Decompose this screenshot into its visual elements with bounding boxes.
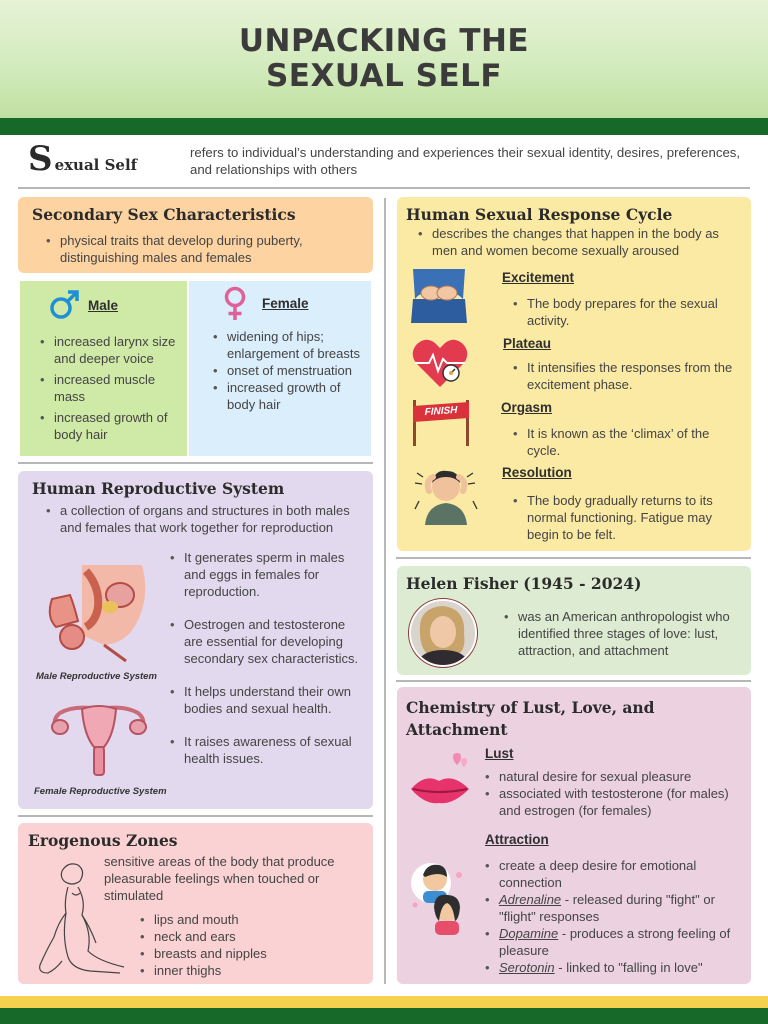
secondary-description: • physical traits that develop during puberty, distinguishing males and females — [46, 232, 364, 270]
chemistry-title: Chemistry of Lust, Love, and Attachment — [406, 698, 655, 739]
page-title: UNPACKING THE SEXUAL SELF — [238, 23, 530, 94]
lust-label: Lust — [485, 746, 514, 761]
definition-row — [0, 135, 768, 187]
serotonin-item: • Serotonin - linked to "falling in love" — [485, 959, 743, 976]
divider — [18, 815, 373, 817]
finish-banner-icon: FINISH — [411, 400, 471, 446]
couple-icon — [407, 859, 471, 939]
stage-resolution-text: • The body gradually returns to its normal functioning. Fatigue may begin to be felt. — [513, 492, 743, 547]
female-box — [189, 281, 371, 456]
response-card — [397, 197, 751, 551]
footer-yellow-bar — [0, 996, 768, 1008]
response-description: • describes the changes that happen in the body as men and women become sexually aroused — [418, 225, 743, 263]
divider — [18, 187, 750, 189]
header-banner — [0, 0, 768, 118]
attraction-label: Attraction — [485, 832, 549, 847]
stage-plateau: Plateau — [503, 336, 552, 351]
reproductive-card — [18, 471, 373, 809]
column-divider — [384, 198, 386, 984]
response-title: Human Sexual Response Cycle — [406, 205, 673, 224]
stage-excitement: Excitement — [502, 270, 575, 285]
fisher-card — [397, 566, 751, 675]
divider — [18, 462, 373, 464]
chemistry-card — [397, 687, 751, 984]
stage-orgasm: Orgasm — [501, 400, 553, 415]
dopamine-item: • Dopamine - produces a strong feeling of pleasure — [485, 925, 743, 959]
divider — [396, 557, 751, 559]
header-green-bar — [0, 118, 768, 135]
secondary-title: Secondary Sex Characteristics — [32, 205, 296, 224]
stage-excitement-text: • The body prepares for the sexual activity. — [513, 295, 743, 333]
male-symbol-icon — [48, 289, 82, 321]
female-reproductive-caption: Female Reproductive System — [34, 786, 167, 797]
heart-monitor-icon — [411, 337, 469, 389]
female-symbol-icon — [222, 286, 248, 322]
erogenous-description: sensitive areas of the body that produce pleasurable feelings when touched or stimulated — [104, 854, 335, 903]
stage-orgasm-text: • It is known as the ‘climax’ of the cycle. — [513, 425, 743, 463]
stressed-person-icon — [411, 461, 481, 525]
fisher-text: • was an American anthropologist who identified three stages of love: lust, attraction, and attachment — [504, 608, 744, 663]
erogenous-title: Erogenous Zones — [28, 831, 178, 850]
reproductive-points: • It generates sperm in males and eggs in females for reproduction. • Oestrogen and testosterone are essential for developing secondary sex characteristics. • It helps understand their own bodies and sexual health. • It raises awareness of sexual health issues. — [170, 549, 360, 771]
erogenous-card — [18, 823, 373, 984]
male-label: Male — [88, 298, 119, 313]
stage-plateau-text: • It intensifies the responses from the excitement phase. — [513, 359, 743, 397]
stage-resolution: Resolution — [502, 465, 572, 480]
reproductive-title: Human Reproductive System — [32, 479, 285, 498]
divider — [396, 680, 751, 682]
adrenaline-item: • Adrenaline - released during "fight" or "flight" responses — [485, 891, 743, 925]
secondary-card — [18, 197, 373, 273]
footer-green-bar — [0, 1008, 768, 1024]
definition-text: refers to individual’s understanding and experiences their sexual identity, desires, preferences, and relationships with others — [190, 145, 741, 177]
body-outline-icon — [32, 857, 132, 979]
female-label: Female — [262, 296, 309, 311]
portrait-icon — [406, 598, 480, 668]
hands-icon — [409, 269, 469, 323]
definition-term: S exual Self — [28, 139, 138, 179]
erogenous-list: • lips and mouth • neck and ears • breasts and nipples • inner thighs — [140, 911, 360, 979]
lips-icon — [409, 751, 471, 807]
male-list: • increased larynx size and deeper voice • increased muscle mass • increased growth of body hair — [40, 333, 185, 447]
reproductive-description: • a collection of organs and structures in both males and females that work together for reproduction — [46, 502, 361, 540]
male-reproductive-icon — [42, 565, 152, 665]
male-box — [20, 281, 187, 456]
lust-list: • natural desire for sexual pleasure • associated with testosterone (for males) and estrogen (for females) — [485, 768, 740, 823]
female-reproductive-icon — [44, 695, 154, 781]
female-list: • widening of hips; enlargement of breasts • onset of menstruation • increased growth of body hair — [213, 328, 363, 417]
attraction-list: • create a deep desire for emotional connection • Adrenaline - released during "fight" or "flight" responses • Dopamine - produces a strong feeling of pleasure • Serotonin - linked to "falling in love" — [485, 857, 743, 976]
male-reproductive-caption: Male Reproductive System — [36, 671, 157, 682]
fisher-title: Helen Fisher (1945 - 2024) — [406, 574, 642, 593]
